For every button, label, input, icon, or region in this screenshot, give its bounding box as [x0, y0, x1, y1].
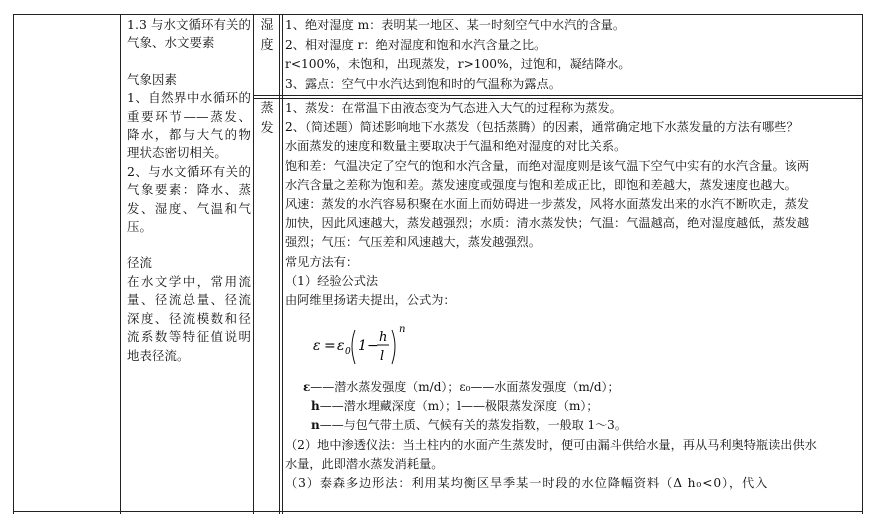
- weather-factors-item-1: 1、自然界中水循环的重要环节——蒸发、降水，都与大气的物理状态密切相关。: [127, 90, 251, 161]
- topic-cell: [127, 16, 251, 365]
- weather-factors-title: 气象因素: [127, 71, 177, 87]
- methods-content: [285, 436, 860, 494]
- symbol-def-2: ——潜水埋藏深度（m）；l——极限蒸发深度（m）；: [319, 399, 599, 413]
- formula-sub-0: 0: [345, 347, 351, 357]
- table-border-left: [13, 14, 14, 514]
- evap-line-9: 常见方法有：: [285, 254, 359, 269]
- runoff-text: 在水文学中，常用流量、径流总量、径流深度、径流模数和径流系数等特征值说明地表径流。: [127, 273, 251, 363]
- evap-line-1: 1、蒸发：在常温下由液态变为气态进入大气的过程称为蒸发。: [285, 101, 622, 115]
- topic-heading: 1.3 与水文循环有关的气象、水文要素: [127, 17, 251, 51]
- evap-line-11: 由阿维里扬诺夫提出，公式为：: [285, 293, 456, 308]
- label-humidity: 湿: [260, 18, 274, 33]
- method-2-line-1: （2）地中渗透仪法：当土柱内的水面产生蒸发时，便可由漏斗供给水量，再从马利奥特瓶读出供水: [285, 438, 817, 452]
- weather-factors-item-2: 2、与水文循环有关的气象要素：降水、蒸发、湿度、气温和气压。: [127, 163, 251, 235]
- symbol-line-2: [303, 397, 863, 416]
- evap-line-5: 水汽含量之差称为饱和差。蒸发速度或强度与饱和差成正比，即饱和差越大，蒸发速度也越大。: [285, 177, 797, 192]
- formula-paren-right: [392, 330, 395, 364]
- runoff-title: 径流: [127, 255, 152, 271]
- evap-line-3: 水面蒸发的速度和数量主要取决于气温和绝对湿度的对比关系。: [285, 139, 627, 154]
- formula-l: l: [380, 349, 385, 364]
- label-evaporation-2: 发: [260, 121, 274, 136]
- symbol-n: n: [311, 418, 320, 432]
- symbol-definitions: [303, 378, 863, 435]
- formula-h: h: [379, 330, 388, 345]
- evap-line-8: 强烈；气压：气压差和风速越大，蒸发越强烈。: [285, 235, 541, 250]
- evap-line-10: （1）经验公式法: [285, 273, 379, 288]
- humidity-line-4: 3、露点：空气中水汽达到饱和时的气温称为露点。: [285, 76, 561, 91]
- symbol-line-3: [303, 416, 863, 435]
- symbol-h: h: [311, 399, 320, 413]
- method-2-line-2: 水量，此即潜水蒸发消耗量。: [285, 457, 444, 472]
- humidity-content: [285, 16, 860, 94]
- row-divider: [253, 95, 863, 96]
- table-divider-3: [279, 14, 280, 514]
- evap-line-4: 饱和差：气温决定了空气的饱和水汽含量，而绝对湿度则是该气温下空气中实有的水汽含量。该两: [285, 158, 810, 173]
- humidity-line-3: r<100%，未饱和，出现蒸发，r>100%，过饱和，凝结降水。: [285, 57, 631, 71]
- formula-exponent-n: n: [399, 324, 406, 335]
- evap-line-7: 加快，因此风速越大，蒸发越强烈；水质：清水蒸发快；气温：气温越高，绝对湿度越低，蒸发越: [285, 216, 810, 231]
- table-divider-3b: [282, 14, 283, 514]
- formula-paren-left: [352, 330, 355, 364]
- table-border-bottom: [13, 511, 863, 512]
- formula-epsilon: ε: [313, 338, 321, 354]
- symbol-epsilon: ε: [303, 380, 311, 394]
- humidity-line-1: 1、绝对湿度 m：表明某一地区、某一时刻空气中水汽的含量。: [285, 18, 626, 32]
- table-divider-2: [253, 14, 254, 514]
- table-divider-1: [120, 14, 121, 514]
- table-border-right: [862, 14, 863, 514]
- method-3-line-1: （3）泰森多边形法：利用某均衡区旱季某一时段的水位降幅资料（Δ h₀<0），代入: [285, 476, 769, 491]
- evap-line-2: 2、（简述题）简述影响地下水蒸发（包括蒸腾）的因素，通常确定地下水蒸发量的方法有哪些？: [285, 120, 799, 135]
- evaporation-content: [285, 99, 860, 310]
- symbol-def-3: ——与包气带土质、气候有关的蒸发指数，一般取 1～3。: [319, 418, 627, 432]
- humidity-line-2: 2、相对湿度 r：绝对湿度和饱和水汽含量之比。: [285, 37, 547, 52]
- evap-line-6: 风速：蒸发的水汽容易积聚在水面上而妨碍进一步蒸发，风将水面蒸发出来的水汽不断吹走，蒸发: [285, 197, 810, 212]
- formula-equals: =: [324, 338, 336, 354]
- formula-minus: −: [367, 338, 379, 354]
- table-border-top: [13, 14, 863, 15]
- formula-epsilon0: ε: [337, 338, 345, 354]
- symbol-line-1: [303, 378, 863, 397]
- label-evaporation: 蒸: [260, 101, 274, 116]
- label-humidity-2: 度: [260, 38, 274, 53]
- formula-one: 1: [358, 338, 367, 354]
- symbol-def-1: ——潜水蒸发强度（m/d）；ε₀——水面蒸发强度（m/d）；: [310, 380, 620, 394]
- evaporation-formula: [313, 318, 423, 370]
